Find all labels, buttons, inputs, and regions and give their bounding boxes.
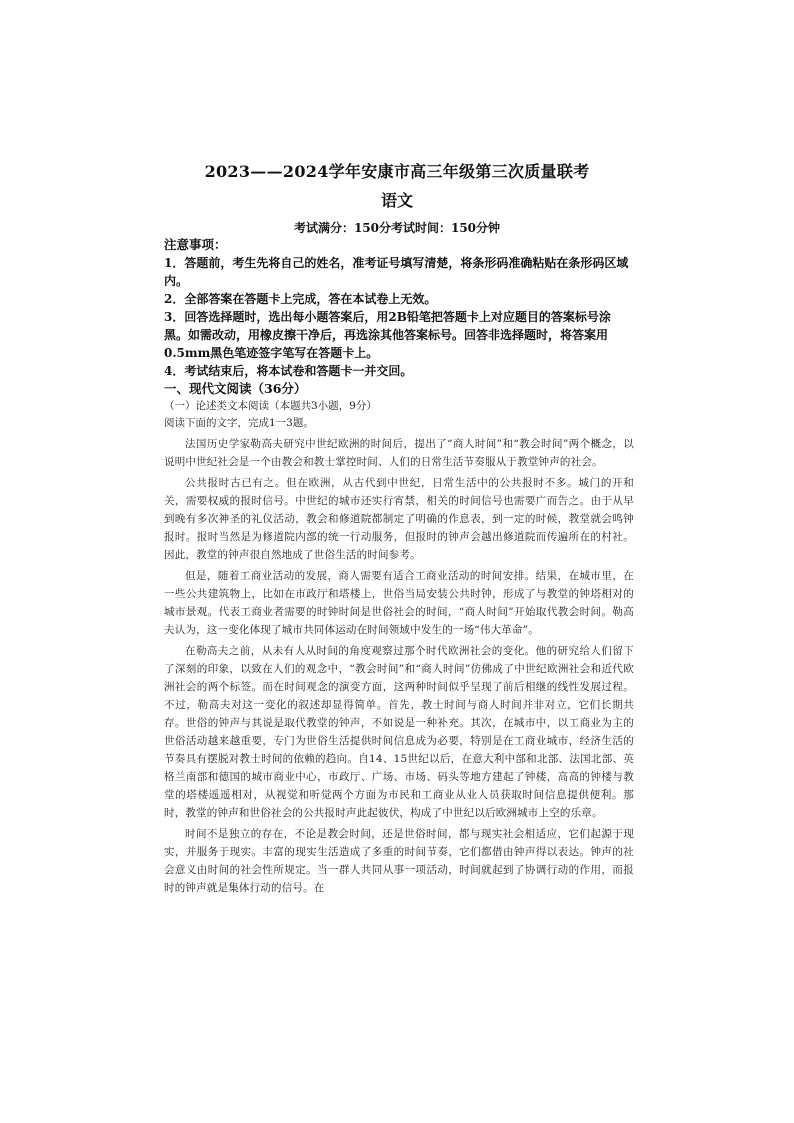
notice-heading: 注意事项： <box>164 237 227 252</box>
passage-paragraph: 法国历史学家勒高夫研究中世纪欧洲的时间后，提出了“商人时间”和“教会时间”两个概念，以说明中世纪社会是一个由教会和教士掌控时间、人们的日常生活节奏服从于教堂钟声的社会。 <box>164 438 634 468</box>
section-heading: 一、现代文阅读（36分） <box>164 381 307 396</box>
notice-item: 3．回答选择题时，选出每小题答案后，用2B铅笔把答题卡上对应题目的答案标号涂黑。如需改动，用橡皮擦干净后，再选涂其他答案标号。回答非选择题时，将答案用0.5mm黑色笔迹签字笔写在答题卡上。 <box>164 310 611 360</box>
passage-paragraph: 在勒高夫之前，从未有人从时间的角度观察过那个时代欧洲社会的变化。他的研究给人们留下了深刻的印象，以致在人们的观念中，“教会时间”和“商人时间”仿佛成了中世纪欧洲社会和近代欧洲社会的两个标签。而在时间观念的演变方面，这两种时间似乎呈现了前后相继的线性发展过程。不过，勒高夫对这一变化的叙述却显得简单。首先，教士时间与商人时间并非对立，它们长期共存。世俗的钟声与其说是取代教堂的钟声，不如说是一种补充。其次，在城市中，以工商业为主的世俗活动越来越重要，专门为世俗生活提供时间信息成为必要，特别是在工商业城市，经济生活的节奏具有摆脱对教士时间的依赖的趋向。自14、15世纪以后，在意大利中部和北部、法国北部、英格兰南部和德国的城市商业中心，市政厅、广场、市场、码头等地方建起了钟楼，高高的钟楼与教堂的塔楼遥遥相对，从视觉和听觉两个方面为市民和工商业从业人员获取时间信息提供便利。那时，教堂的钟声和世俗社会的公共报时声此起彼伏，构成了中世纪以后欧洲城市上空的乐章。 <box>164 645 634 819</box>
notice-item: 2．全部答案在答题卡上完成，答在本试卷上无效。 <box>164 292 437 306</box>
exam-subject: 语文 <box>380 191 413 210</box>
exam-title: 2023——2024学年安康市高三年级第三次质量联考 <box>204 162 590 181</box>
reading-instruction: 阅读下面的文字，完成1一3题。 <box>164 417 314 429</box>
sub-section-heading: （一）论述类文本阅读（本题共3小题，9分） <box>164 400 377 412</box>
exam-meta: 考试满分：150分考试时间：150分钟 <box>293 221 501 235</box>
passage-paragraph: 公共报时古已有之。但在欧洲，从古代到中世纪，日常生活中的公共报时不多。城门的开和关，需要权威的报时信号。中世纪的城市还实行宵禁，相关的时间信号也需要广而告之。由于从早到晚有多次神圣的礼仪活动，教会和修道院都制定了明确的作息表，到一定的时候，教堂就会鸣钟报时。报时当然是为修道院内部的统一行动服务，但报时的钟声会越出修道院而传遍所在的村社。因此，教堂的钟声很自然地成了世俗生活的时间参考。 <box>164 477 634 561</box>
exam-header <box>0 160 794 237</box>
notice-item: 1．答题前，考生先将自己的姓名，准考证号填写清楚，将条形码准确粘贴在条形码区域内。 <box>164 256 629 288</box>
notice-block <box>164 236 634 897</box>
passage-paragraph: 时间不是独立的存在，不论是教会时间，还是世俗时间，都与现实社会相适应，它们起源于现实，并服务于现实。丰富的现实生活造成了多重的时间节奏，它们都借由钟声得以表达。钟声的社会意义由时间的社会性所规定。当一群人共同从事一项活动，时间就起到了协调行动的作用，而报时的钟声就是集体行动的信号。在 <box>164 828 634 894</box>
passage-paragraph: 但是，随着工商业活动的发展，商人需要有适合工商业活动的时间安排。结果，在城市里，在一些公共建筑物上，比如在市政厅和塔楼上，世俗当局安装公共时钟，形成了与教堂的钟塔相对的城市景观。代表工商业者需要的时钟时间是世俗社会的时间，“商人时间”开始取代教会时间。勒高夫认为，这一变化体现了城市共同体运动在时间领域中发生的一场“伟大革命”。 <box>164 570 634 636</box>
notice-item: 4．考试结束后，将本试卷和答题卡一并交回。 <box>164 364 413 378</box>
